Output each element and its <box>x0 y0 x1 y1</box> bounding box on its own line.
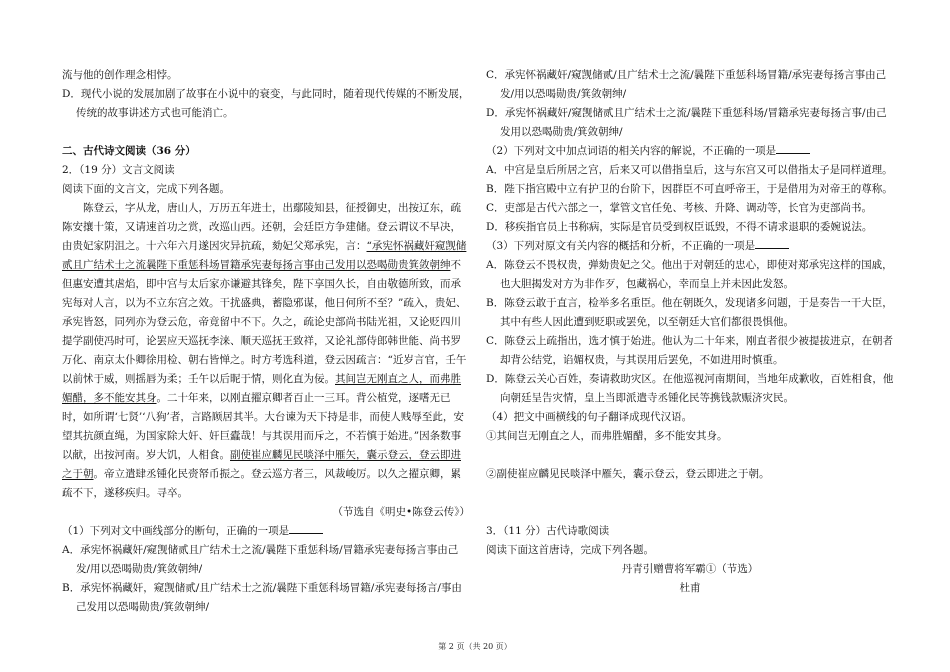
answer-blank[interactable] <box>776 142 810 154</box>
passage-text: 。二十年来，以刚直擢京卿者百止一三耳。背公植党，逐嗜无已时，如所谓‘七贤’‘八狗’者，言路顾居其半。大台谏为天下持是非，而使人贱辱至此，安望其抗颜直绳，为国家除大奸、奸巨蠹哉！与其误用而斥之，不若慎于始进。”因条数事以献，出按河南。岁大饥，人相食。 <box>62 392 464 461</box>
option-a: A．中宫是皇后所居之宫，后来又可以借指皇后，这与东宫又可以借指太子是同样道理。 <box>486 164 893 176</box>
question-2 <box>486 142 894 161</box>
option-b: B．陛下指宫殿中立有护卫的台阶下，因群臣不可直呼帝王，于是借用为对帝王的尊称。 <box>486 183 893 195</box>
question-1 <box>62 522 470 541</box>
page-number: 第 2 页（共 20 页） <box>438 642 512 651</box>
option-c: C．陈登云上疏指出，选才慎于始进。他认为二十年来，刚直者很少被提拔进京，在朝者却背公结党，谄媚权贵，与其误用后罢免，不如进用时慎重。 <box>486 335 894 366</box>
question-heading: 3．（11 分）古代诗歌阅读 <box>486 525 610 537</box>
question-4: （4）把文中画横线的句子翻译成现代汉语。 <box>486 411 693 423</box>
answer-blank[interactable] <box>755 237 789 249</box>
translate-item-2: ②副使崔应麟见民啖泽中雁矢，囊示登云，登云即进之于朝。 <box>486 468 770 480</box>
text-line: 流与他的创作理念相悖。 <box>62 69 178 81</box>
answer-blank[interactable] <box>289 522 323 534</box>
option-d: D．陈登云关心百姓，奏请救助灾区。在他巡视河南期间，当地年成歉收，百姓相食，他向朝廷呈告灾情，皇上当即派遣寺丞锺化民等携钱款赈济灾民。 <box>486 373 894 404</box>
section-heading: 二、古代诗文阅读（36 分） <box>62 145 196 157</box>
question-text: （1）下列对文中画线部分的断句，正确的一项是 <box>62 525 290 537</box>
underlined-sentence-2: 其间岂无刚直之人，而弗胜媚醋，多不能安其身 <box>62 373 461 404</box>
option-d: D．现代小说的发展加剧了故事在小说中的衰变，与此同时，随着现代传媒的不断发展，传统的故事讲述方式也可能消亡。 <box>62 88 470 119</box>
left-column <box>62 66 470 617</box>
passage-text: 。帝立遣肆丞锺化民赍帑币振之。登云巡方者三，风裁峻厉。以久之擢京卿，累疏不下，遂移疾归。寻卒。 <box>62 468 461 499</box>
passage-text: 陈登云，字从龙，唐山人，万历五年进士，出鄢陵知县，征授御史，出按辽东，疏陈安攘十策，又请速首功之赏，改巡山西。还朝，会廷臣方争建储。登云谓议不早决，由贵妃家阴沮之。十六年六月遂因灾异抗疏，劾妃父郑承宪，言： <box>62 202 461 252</box>
option-a: A．陈登云不畏权贵，弹劾贵妃之父。他出于对朝廷的忠心，即使对郑承宪这样的国戚，也大胆揭发对方为非作歹，包藏祸心，幸而皇上并未因此发怒。 <box>486 259 893 290</box>
underlined-sentence-3: 副使崔应麟见民啖泽中雁矢，囊示登云，登云即进之于朝 <box>62 449 461 480</box>
passage-text: 不但惠安遭其虐焰，即中宫与太后家亦谦避其锋矣，陛下享国久长，自由敬德所致，而承宪每对人言，以为不立东宫之效。干扰盛典，蓄隐邪谋，他日何所不至？”疏入，贵妃、承宪皆怒，同列亦为登云危，帝竟留中不下。久之，疏论史部尚书陆光祖，又论贬四川提学副使冯时可，论罢应天巡抚李涞、顺天巡抚王致祥，又论礼部侍郎韩世能、尚书罗万化、南京太仆卿徐用检、朝右皆惮之。时方考选科道，登云因疏言：“近岁言官，壬午以前怵于威，则摇唇为柔；壬午以后昵于情，则化直为佞。 <box>62 259 467 385</box>
classical-passage <box>62 199 470 503</box>
instruction: 阅读下面这首唐诗，完成下列各题。 <box>486 544 654 556</box>
passage-source: （节选自《明史•陈登云传》） <box>332 506 470 518</box>
option-c: C．吏部是古代六部之一，掌管文官任免、考核、升降、调动等，长官为吏部尚书。 <box>486 202 873 214</box>
question-text: （3）下列对原文有关内容的概括和分析，不正确的一项是 <box>486 240 756 252</box>
option-d: D．移疾指官员上书称病，实际是官员受到权臣诋毁，不得不请求退职的委婉说法。 <box>486 221 873 233</box>
instruction: 阅读下面的文言文，完成下列各题。 <box>62 183 230 195</box>
poem-author: 杜甫 <box>679 582 701 594</box>
underlined-sentence-1: “承宪怀祸藏奸窥觊储贰且广结术士之流曩陛下重惩科场冒籍承宪妻每扬言事由己发用以恐喝勋贵箕敛朝绅 <box>62 240 467 271</box>
option-b: B．陈登云敢于直言，检举多名重臣。他在朝既久，发现诸多问题，于是奏告一干大臣，其中有些人因此遭到贬职或罢免，以至朝廷大官们都很畏惧他。 <box>486 297 893 328</box>
right-column <box>486 66 894 598</box>
translate-item-1: ①其间岂无刚直之人，而弗胜媚醋，多不能安其身。 <box>486 430 728 442</box>
option-c: C．承宪怀祸藏奸/窥觊储贰/且广结术士之流/曩陛下重惩科场冒籍/承宪妻每扬言事由己发/用以恐喝勋贵/箕敛朝绅/ <box>486 69 887 100</box>
question-3 <box>486 237 894 256</box>
option-a: A．承宪怀祸藏奸/窥觊储贰且广结术士之流/曩陛下重惩科场/冒籍承宪妻每扬言事由己发/用以恐喝勋贵/箕敛朝绅/ <box>62 544 459 575</box>
question-heading: 2．（19 分）文言文阅读 <box>62 164 175 176</box>
option-d: D．承宪怀祸藏奸/窥觊储贰且广结术士之流/曩陛下重惩科场/冒籍承宪妻每扬言事/由己发用以恐喝勋贵/箕敛朝绅/ <box>486 107 887 138</box>
option-b: B．承宪怀祸藏奸，窥觊储贰/且广结术士之流/曩陛下重惩科场冒籍/承宪妻每扬言/事由己发用以恐喝勋贵/箕敛朝绅/ <box>62 582 462 613</box>
poem-title: 丹青引赠曹将军霸①（节选） <box>621 563 759 575</box>
question-text: （2）下列对文中加点词语的相关内容的解说，不正确的一项是 <box>486 145 777 157</box>
